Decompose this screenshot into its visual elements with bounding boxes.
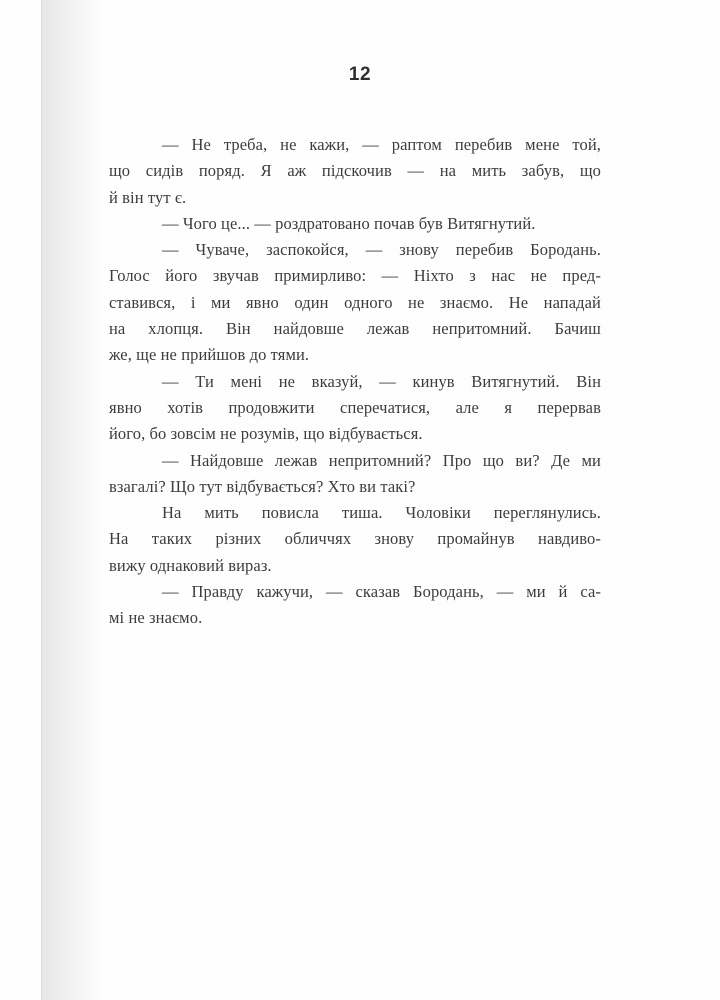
text-line: — Найдовше лежав непритомний? Про що ви? Де ми (162, 450, 601, 470)
text-line: ставився, і ми явно один одного не знаємо. Не нападай (109, 292, 601, 312)
paragraph (109, 579, 601, 632)
paragraph (109, 211, 601, 237)
text-line: На мить повисла тиша. Чоловіки переглянулись. (162, 503, 601, 523)
text-line: явно хотів продовжити сперечатися, але я перервав (109, 397, 601, 417)
paragraph (109, 500, 601, 579)
paragraph (109, 369, 601, 448)
page-number: 12 (348, 64, 372, 85)
text-line: Голос його звучав примирливо: — Ніхто з нас не пред- (109, 266, 601, 286)
text-line: — Не треба, не кажи, — раптом перебив мене той, (162, 135, 601, 154)
text-line: мі не знаємо. (109, 608, 203, 628)
text-line: — Ти мені не вказуй, — кинув Витягнутий. Він (162, 371, 601, 391)
text-line: — Правду кажучи, — сказав Бородань, — ми й са- (162, 582, 601, 602)
text-line: взагалі? Що тут відбувається? Хто ви такі? (109, 476, 416, 496)
paragraph (109, 237, 601, 368)
paragraph (109, 132, 601, 211)
text-line: його, бо зовсім не розумів, що відбувається. (109, 424, 423, 444)
text-line: — Чого це... — роздратовано почав був Витягнутий. (162, 213, 536, 233)
page-spine-shadow (41, 0, 106, 1000)
text-line: На таких різних обличчях знову промайнув навдиво- (109, 529, 601, 549)
text-line: й він тут є. (109, 187, 187, 207)
text-line: вижу однаковий вираз. (109, 555, 272, 575)
text-line: — Чуваче, заспокойся, — знову перебив Бородань. (162, 240, 601, 260)
paragraph (109, 448, 601, 501)
text-line: же, ще не прийшов до тями. (109, 345, 310, 365)
page-text (109, 132, 601, 632)
text-line: на хлопця. Він найдовше лежав непритомний. Бачиш (109, 319, 601, 339)
text-line: що сидів поряд. Я аж підскочив — на мить забув, що (109, 161, 601, 181)
